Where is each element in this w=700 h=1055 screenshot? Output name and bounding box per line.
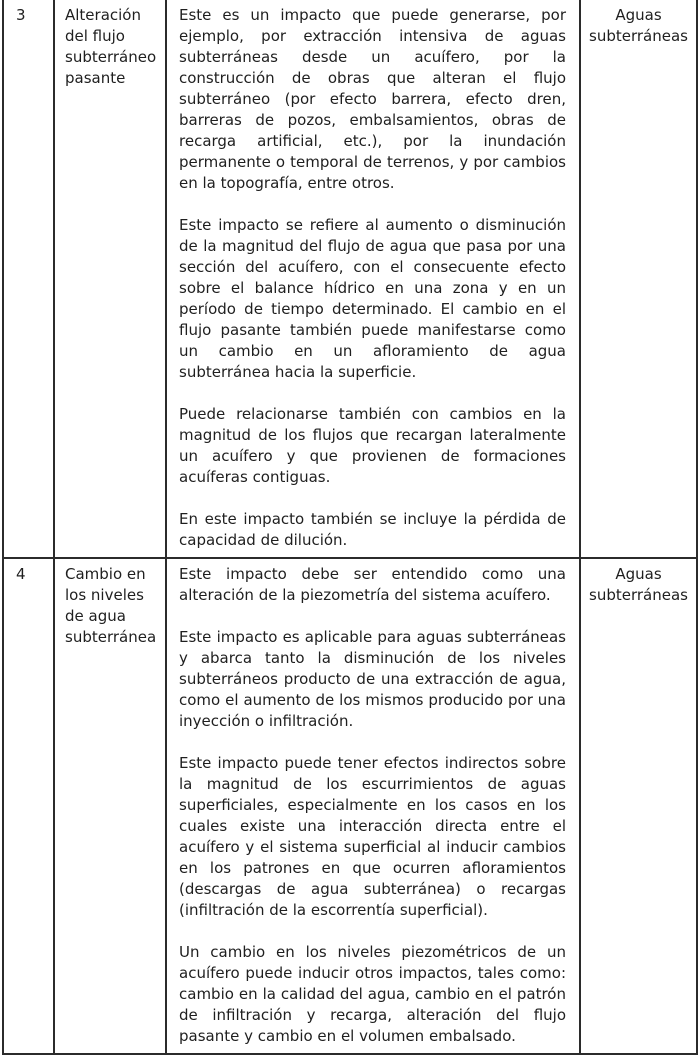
table-row: [3, 0, 697, 558]
row-number-cell: [3, 558, 54, 1054]
description-paragraph: Este impacto puede tener efectos indirectos sobre la magnitud de los escurrimientos de aguas superficiales, especialmente en los casos en los cuales existe una interacción directa entre el acuífero y el sistema superficial al inducir cambios en los patrones en que ocurren afloramientos (descargas de agua subterránea) o recargas (infiltración de la escorrentía superficial).: [179, 754, 566, 919]
impact-category-cell: [580, 558, 697, 1054]
description-paragraph: Este impacto se refiere al aumento o disminución de la magnitud del flujo de agua que pasa por una sección del acuífero, con el consecuente efecto sobre el balance hídrico en una zona y en un período de tiempo determinado. El cambio en el flujo pasante también puede manifestarse como un cambio en un afloramiento de agua subterránea hacia la superficie.: [179, 216, 566, 381]
impact-name-cell: [54, 0, 166, 558]
row-number-cell: [3, 0, 54, 558]
row-number: 3: [16, 6, 26, 24]
description-paragraph: Un cambio en los niveles piezométricos de un acuífero puede inducir otros impactos, tales como: cambio en la calidad del agua, cambio en el patrón de infiltración y recarga, alteración del flujo pasante y cambio en el volumen embalsado.: [179, 943, 566, 1045]
impact-category-cell: [580, 0, 697, 558]
impact-name: Cambio en los niveles de agua subterránea: [65, 565, 157, 646]
impact-category: Aguas subterráneas: [589, 565, 688, 604]
description-paragraph: En este impacto también se incluye la pérdida de capacidad de dilución.: [179, 510, 566, 549]
description-paragraph: Este es un impacto que puede generarse, por ejemplo, por extracción intensiva de aguas subterráneas desde un acuífero, por la construcción de obras que alteran el flujo subterráneo (por efecto barrera, efecto dren, barreras de pozos, embalsamientos, obras de recarga artificial, etc.), por la inundación permanente o temporal de terrenos, y por cambios en la topografía, entre otros.: [179, 6, 566, 192]
row-number: 4: [16, 565, 26, 583]
description-paragraph: Puede relacionarse también con cambios en la magnitud de los flujos que recargan lateralmente un acuífero y que provienen de formaciones acuíferas contiguas.: [179, 405, 566, 486]
impact-name-cell: [54, 558, 166, 1054]
impact-description-cell: [166, 558, 580, 1054]
impact-description-cell: [166, 0, 580, 558]
table-row: [3, 558, 697, 1054]
impact-category: Aguas subterráneas: [589, 6, 688, 45]
impact-table: [2, 0, 698, 1055]
description-paragraph: Este impacto debe ser entendido como una alteración de la piezometría del sistema acuífero.: [179, 565, 566, 604]
impact-name: Alteración del flujo subterráneo pasante: [65, 6, 157, 87]
description-paragraph: Este impacto es aplicable para aguas subterráneas y abarca tanto la disminución de los niveles subterráneos producto de una extracción de agua, como el aumento de los mismos producido por una inyección o infiltración.: [179, 628, 566, 730]
